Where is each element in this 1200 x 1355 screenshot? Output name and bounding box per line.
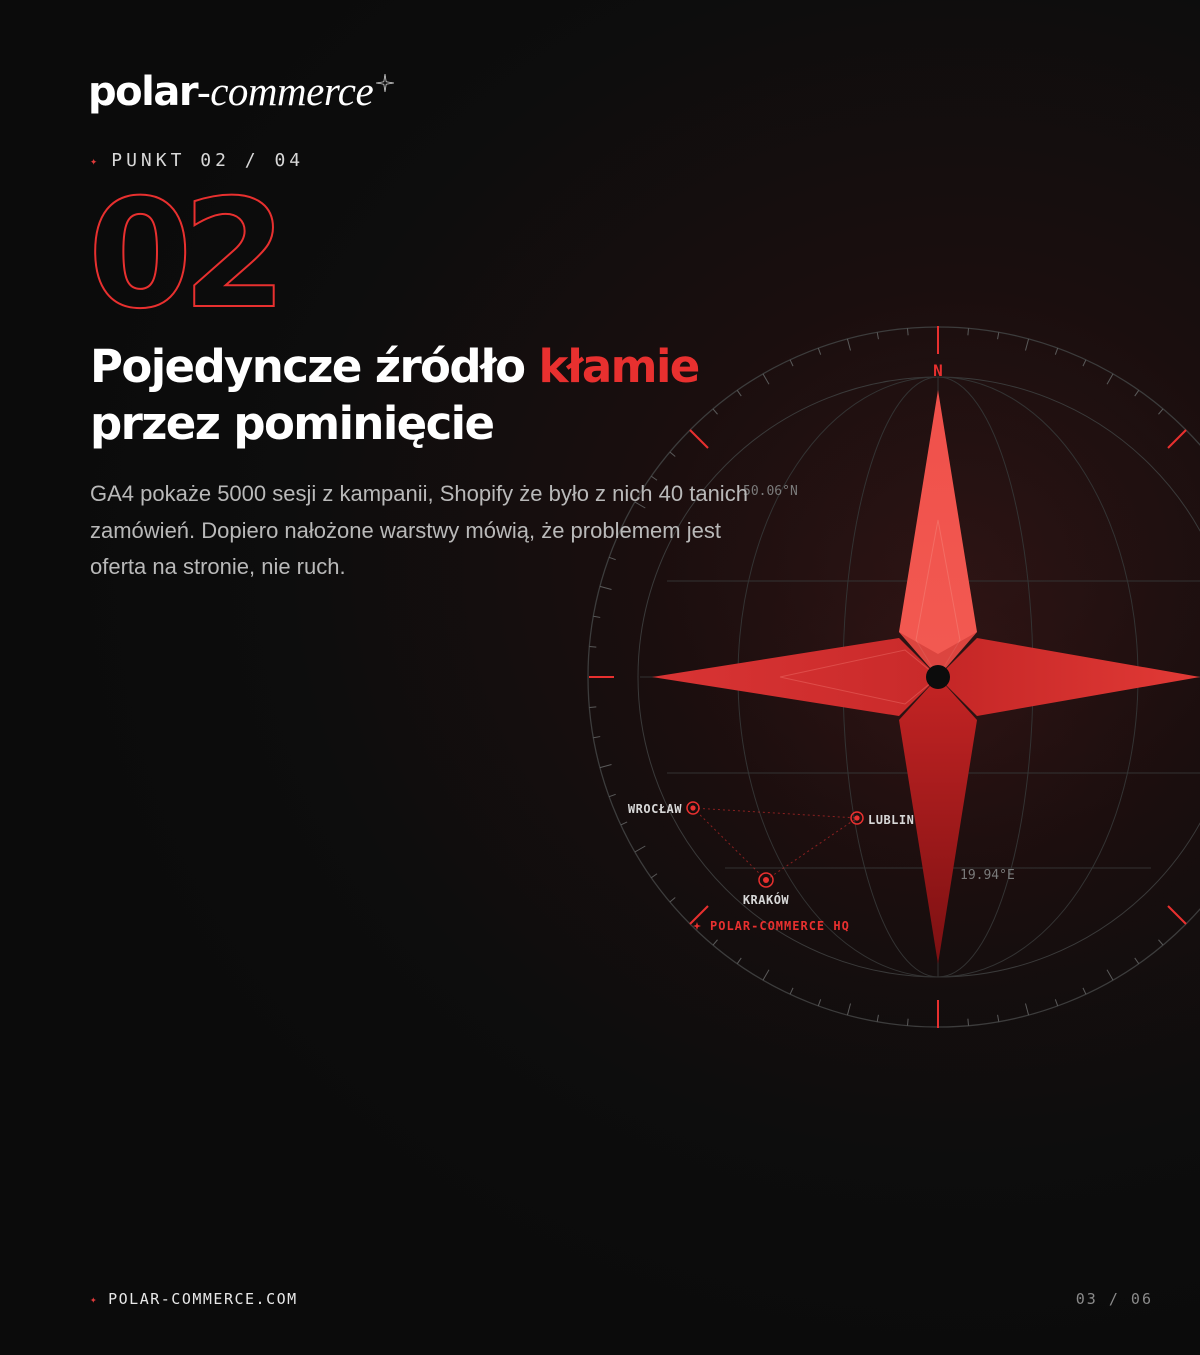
body-text: GA4 pokaże 5000 sesji z kampanii, Shopify że było z nich 40 tanich zamówień. Dopiero nałożone warstwy mówią, że problemem jest oferta na stronie, nie ruch. xyxy=(90,481,748,579)
kicker-text: PUNKT 02 / 04 xyxy=(111,150,305,171)
compass-tick xyxy=(790,988,793,994)
hq-label-group xyxy=(693,919,850,933)
brand-logo[interactable] xyxy=(88,66,373,117)
compass-tick xyxy=(968,328,969,335)
compass-tick xyxy=(1055,348,1057,355)
headline-part2: przez pominięcie xyxy=(90,397,494,450)
compass-tick xyxy=(713,940,717,945)
compass-tick xyxy=(818,348,820,355)
compass-tick xyxy=(763,970,769,980)
compass-tick xyxy=(1025,339,1028,351)
compass-tick xyxy=(593,737,600,738)
hq-label: POLAR-COMMERCE HQ xyxy=(710,919,850,933)
compass-tick xyxy=(635,846,645,852)
city-label-lublin: LUBLIN xyxy=(868,813,915,827)
headline-accent: kłamie xyxy=(538,340,699,393)
longitude-label: 19.94°E xyxy=(960,868,1015,883)
compass-tick xyxy=(877,332,878,339)
compass-tick xyxy=(847,339,850,351)
compass-tick xyxy=(1083,988,1086,994)
city-label-krakow: KRAKÓW xyxy=(742,893,790,907)
compass-tick xyxy=(737,958,741,964)
compass-tick xyxy=(907,1019,908,1026)
compass-tick xyxy=(1107,970,1113,980)
compass-tick xyxy=(790,360,793,366)
compass-tick xyxy=(600,764,612,767)
compass-tick xyxy=(907,328,908,335)
compass-tick xyxy=(998,332,999,339)
footer-site[interactable] xyxy=(90,1290,298,1308)
section-number xyxy=(88,188,288,323)
compass-tick xyxy=(651,874,657,878)
compass-tick xyxy=(998,1015,999,1022)
compass-tick xyxy=(670,897,675,901)
page-indicator: 03 / 06 xyxy=(1075,1290,1153,1308)
compass-tick xyxy=(621,822,627,825)
logo-text-bold: polar xyxy=(88,69,198,115)
headline-part1: Pojedyncze źródło xyxy=(90,340,539,393)
sparkle-star-icon xyxy=(376,74,394,92)
compass-tick xyxy=(589,707,596,708)
compass-tick xyxy=(670,452,675,456)
compass-tick xyxy=(609,794,616,796)
compass-tick xyxy=(1055,999,1057,1006)
compass-tick xyxy=(847,1003,850,1015)
footer-site-text: POLAR-COMMERCE.COM xyxy=(108,1290,298,1308)
compass-tick xyxy=(763,374,769,384)
compass-tick xyxy=(818,999,820,1006)
compass-tick xyxy=(589,646,596,647)
section-number-text: 02 xyxy=(88,188,277,323)
compass-tick xyxy=(968,1019,969,1026)
city-label-wroclaw: WROCŁAW xyxy=(627,802,682,816)
compass-tick xyxy=(713,409,717,414)
compass-tick xyxy=(737,390,741,396)
compass-tick xyxy=(600,586,612,589)
compass-tick xyxy=(1158,940,1162,945)
compass-tick xyxy=(1135,390,1139,396)
latitude-label: 50.06°N xyxy=(743,484,798,499)
headline xyxy=(90,338,699,452)
section-kicker xyxy=(90,150,304,171)
logo-text-italic: -commerce xyxy=(197,68,374,114)
compass-tick xyxy=(593,616,600,617)
sparkle-icon: ✦ xyxy=(90,1292,99,1306)
compass-tick xyxy=(1107,374,1113,384)
compass-tick xyxy=(877,1015,878,1022)
north-label: N xyxy=(933,361,943,380)
sparkle-icon: ✦ xyxy=(90,153,98,168)
compass-tick xyxy=(1158,409,1162,414)
compass-tick xyxy=(1025,1003,1028,1015)
compass-tick xyxy=(1083,360,1086,366)
compass-tick xyxy=(1135,958,1139,964)
